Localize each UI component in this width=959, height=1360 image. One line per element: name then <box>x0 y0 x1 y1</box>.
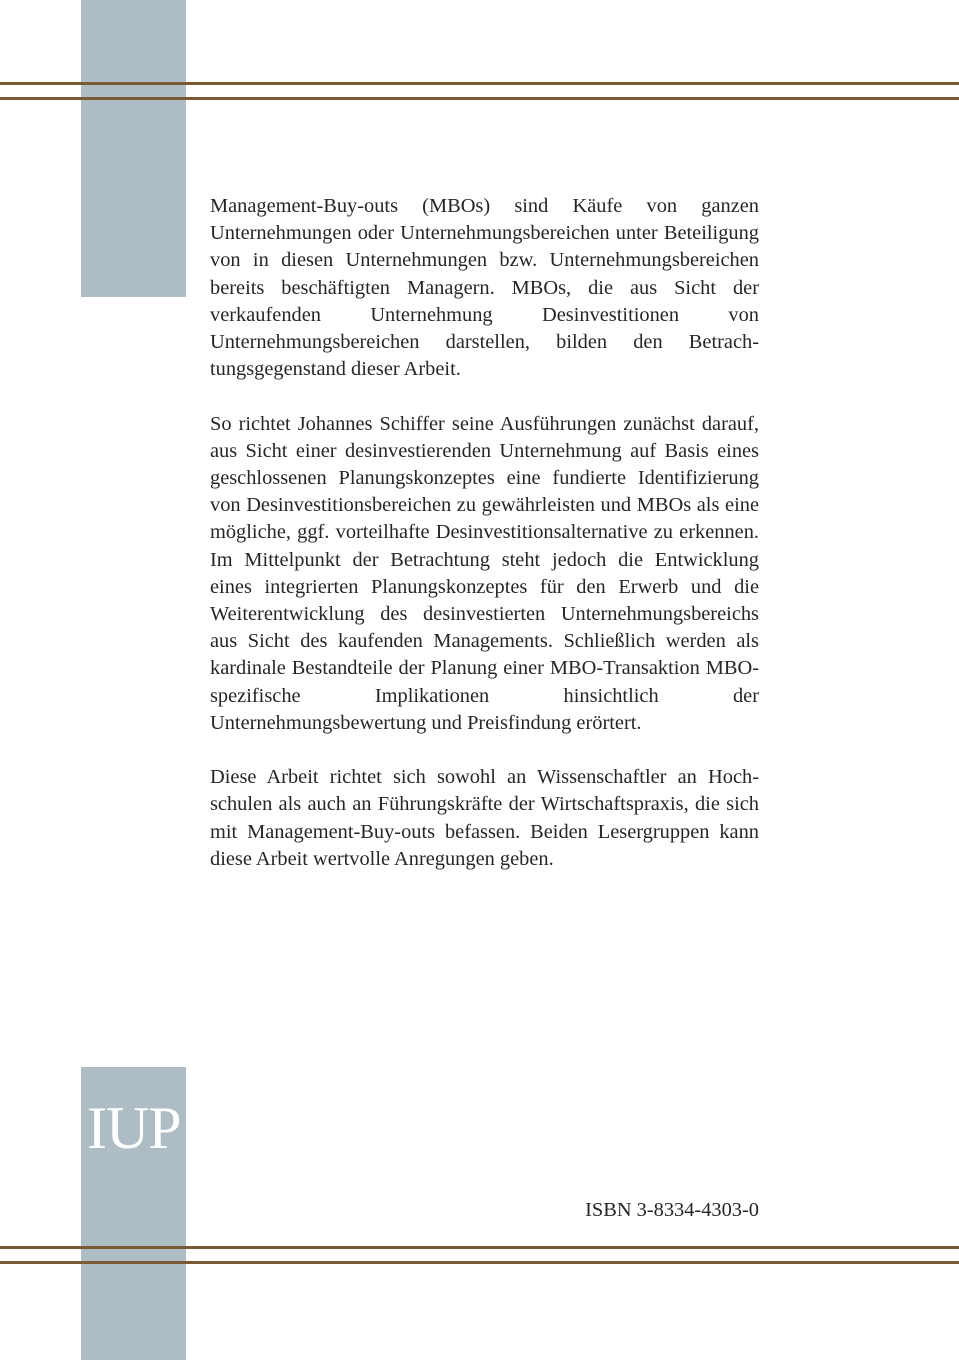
bottom-rule-upper <box>0 1246 959 1249</box>
top-color-band <box>81 0 186 297</box>
isbn-number: ISBN 3-8334-4303-0 <box>585 1199 759 1221</box>
top-rule-upper <box>0 82 959 85</box>
bottom-rule-lower <box>0 1261 959 1264</box>
blurb-paragraph-2: So richtet Johannes Schiffer seine Ausführungen zunächst darauf, aus Sicht einer desinvestierenden Unternehmung auf Basis eines geschlossenen Planungskonzeptes eine fundierte Identifizierung von Desinvestitionsbereichen zu gewährleisten und MBOs als eine mögliche, ggf. vorteilhafte Desinvestitionsalternative zu erkennen. Im Mittelpunkt der Betrachtung steht jedoch die Entwicklung eines integrierten Planungskonzeptes für den Erwerb und die Weiterentwicklung des desinvestierten Unternehmungsbereichs aus Sicht des kaufenden Managements. Schließlich werden als kardinale Bestandteile der Planung einer MBO-Transaktion MBO-spezifische Implikationen hinsichtlich der Unternehmungsbewertung und Preisfindung erörtert. <box>210 412 759 734</box>
blurb-paragraph-3: Diese Arbeit richtet sich sowohl an Wissenschaftler an Hochschulen als auch an Führungskräfte der Wirtschaftspraxis, die sich mit Management-Buy-outs befassen. Beiden Lesergruppen kann diese Arbeit wertvolle Anregungen geben. <box>210 766 759 870</box>
blurb-paragraph-1: Management-Buy-outs (MBOs) sind Käufe von ganzen Unternehmungen oder Unternehmungsbereichen unter Beteiligung von in diesen Unternehmungen bzw. Unternehmungsbereichen bereits beschäftigten Managern. MBOs, die aus Sicht der verkaufenden Unternehmung Desinvestitionen von Unternehmungsbereichen darstellen, bilden den Betrachtungsgegenstand dieser Arbeit. <box>210 195 759 381</box>
top-rule-lower <box>0 97 959 100</box>
publisher-logo: IUP <box>87 1095 181 1161</box>
blurb-text <box>210 193 759 900</box>
